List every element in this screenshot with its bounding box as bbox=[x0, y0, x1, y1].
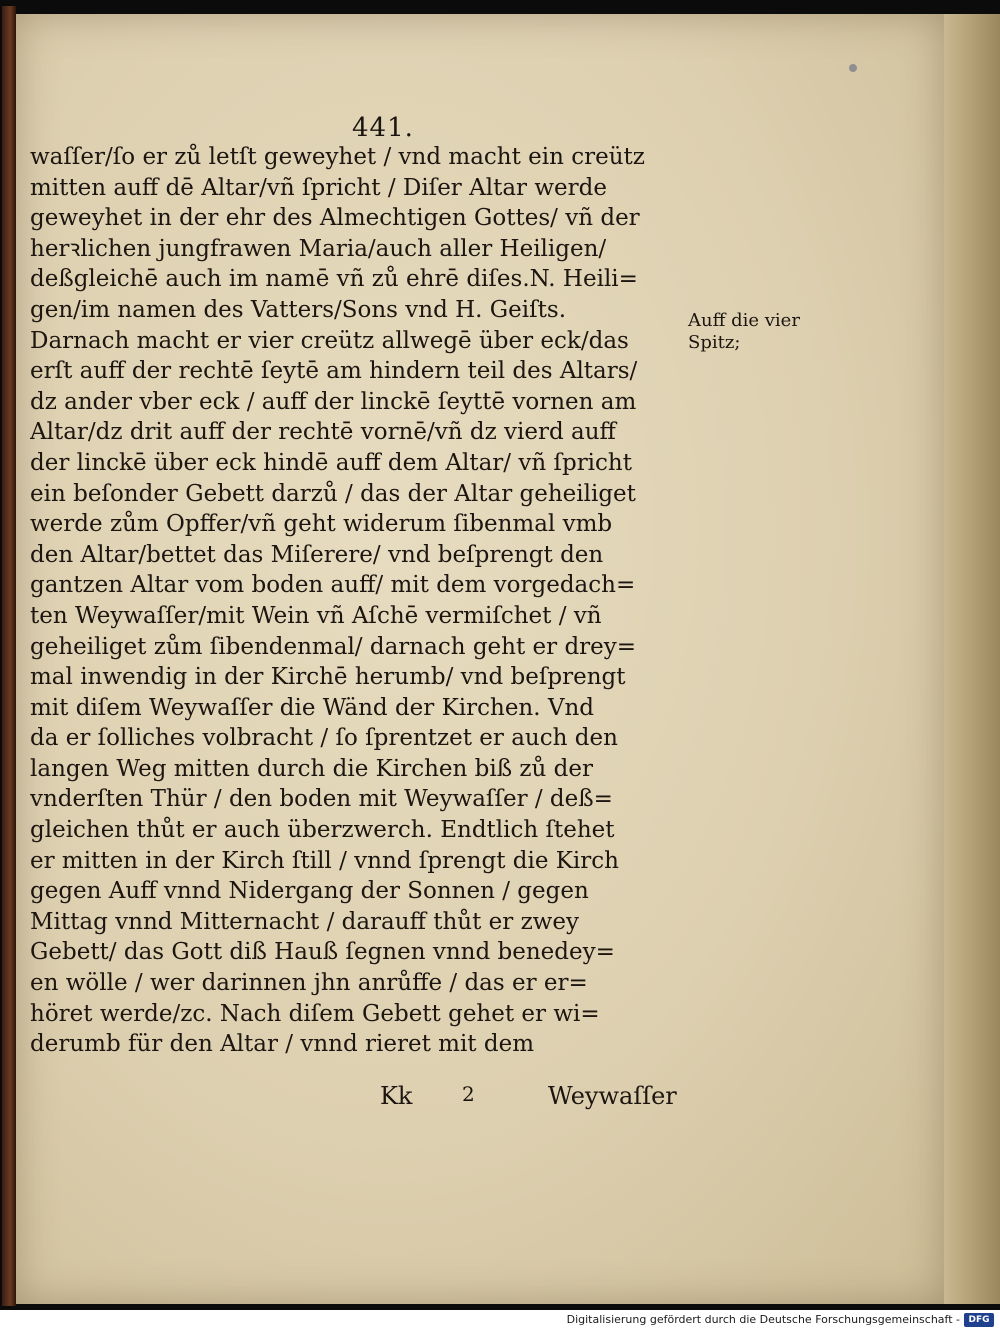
text-line: werde zům Opffer/vñ geht widerum ſibenmal vmb bbox=[30, 511, 613, 538]
page-fore-edge bbox=[944, 14, 1000, 1304]
dfg-logo-icon: DFG bbox=[964, 1313, 994, 1327]
text-line: der linckē über eck hindē auff dem Altar/ vñ ſpricht bbox=[30, 449, 632, 476]
text-line: gleichen thůt er auch überzwerch. Endtlich ſtehet bbox=[30, 817, 615, 844]
text-line: den Altar/bettet das Miſerere/ vnd beſprengt den bbox=[30, 541, 604, 568]
text-line: en wölle / wer darinnen jhn anrůffe / das er er= bbox=[30, 970, 588, 997]
text-line: waſſer/ſo er zů letſt geweyhet / vnd macht ein creütz bbox=[30, 144, 645, 170]
text-line: Darnach macht er vier creütz allwegē über eck/das bbox=[30, 327, 629, 354]
text-line: geheiliget zům ſibendenmal/ darnach geht er drey= bbox=[30, 633, 637, 660]
scan-speck bbox=[849, 64, 857, 72]
text-line: Altar/dz drit auff der rechtē vornē/vñ dz vierd auff bbox=[30, 419, 616, 446]
text-line: Mittag vnnd Mitternacht / darauff thůt er zwey bbox=[30, 908, 579, 935]
text-line: gantzen Altar vom boden auff/ mit dem vorgedach= bbox=[30, 572, 636, 599]
text-line: mit diſem Weywaſſer die Wänd der Kirchen. Vnd bbox=[30, 694, 595, 721]
text-line: er mitten in der Kirch ſtill / vnnd ſprengt die Kirch bbox=[30, 847, 619, 874]
text-line: höret werde/zc. Nach diſem Gebett gehet er wi= bbox=[30, 1000, 600, 1027]
signature-number: 2 bbox=[462, 1082, 475, 1106]
text-line: deßgleichē auch im namē vñ zů ehrē diſes.N. Heili= bbox=[30, 266, 638, 293]
text-line: ten Weywaſſer/mit Wein vñ Aſchē vermiſchet / vñ bbox=[30, 602, 602, 629]
text-line: geweyhet in der ehr des Almechtigen Gottes/ vñ der bbox=[30, 205, 640, 232]
text-line: vnderſten Thür / den boden mit Weywaſſer / deß= bbox=[30, 786, 613, 813]
footer-credit-text: Digitalisierung gefördert durch die Deutsche Forschungsgemeinschaft - bbox=[566, 1313, 960, 1326]
marginal-note-line: Spitz; bbox=[688, 332, 741, 353]
signature-mark: Kk bbox=[380, 1082, 413, 1110]
page-number: 441. bbox=[352, 113, 414, 143]
text-line: mitten auff dē Altar/vñ ſpricht / Diſer Altar werde bbox=[30, 174, 607, 201]
text-line: dz ander vber eck / auff der linckē ſeyttē vornen am bbox=[30, 388, 637, 415]
text-line: mal inwendig in der Kirchē herumb/ vnd beſprengt bbox=[30, 664, 626, 691]
text-line: da er ſolliches volbracht / ſo ſprentzet er auch den bbox=[30, 725, 618, 752]
page-edge-strip bbox=[2, 6, 16, 1306]
text-line: langen Weg mitten durch die Kirchen biß zů der bbox=[30, 755, 593, 782]
text-line: gegen Auff vnnd Nidergang der Sonnen / gegen bbox=[30, 878, 589, 905]
text-line: erſt auff der rechtē ſeytē am hindern teil des Altars/ bbox=[30, 358, 638, 385]
text-line: gen/im namen des Vatters/Sons vnd H. Geiſts. bbox=[30, 296, 567, 323]
text-line: Gebett/ das Gott diß Hauß ſegnen vnnd benedey= bbox=[30, 939, 615, 966]
marginal-note-line: Auff die vier bbox=[688, 310, 800, 331]
text-line: herꝛlichen jungfrawen Maria/auch aller Heiligen/ bbox=[30, 235, 607, 262]
footer-bar bbox=[0, 1310, 1000, 1331]
text-line: derumb für den Altar / vnnd rieret mit dem bbox=[30, 1031, 535, 1058]
catchword: Weywaſſer bbox=[548, 1082, 677, 1110]
marginal-note bbox=[688, 310, 800, 354]
body-text bbox=[30, 142, 690, 1060]
text-line: ein beſonder Gebett darzů / das der Altar geheiliget bbox=[30, 480, 636, 507]
